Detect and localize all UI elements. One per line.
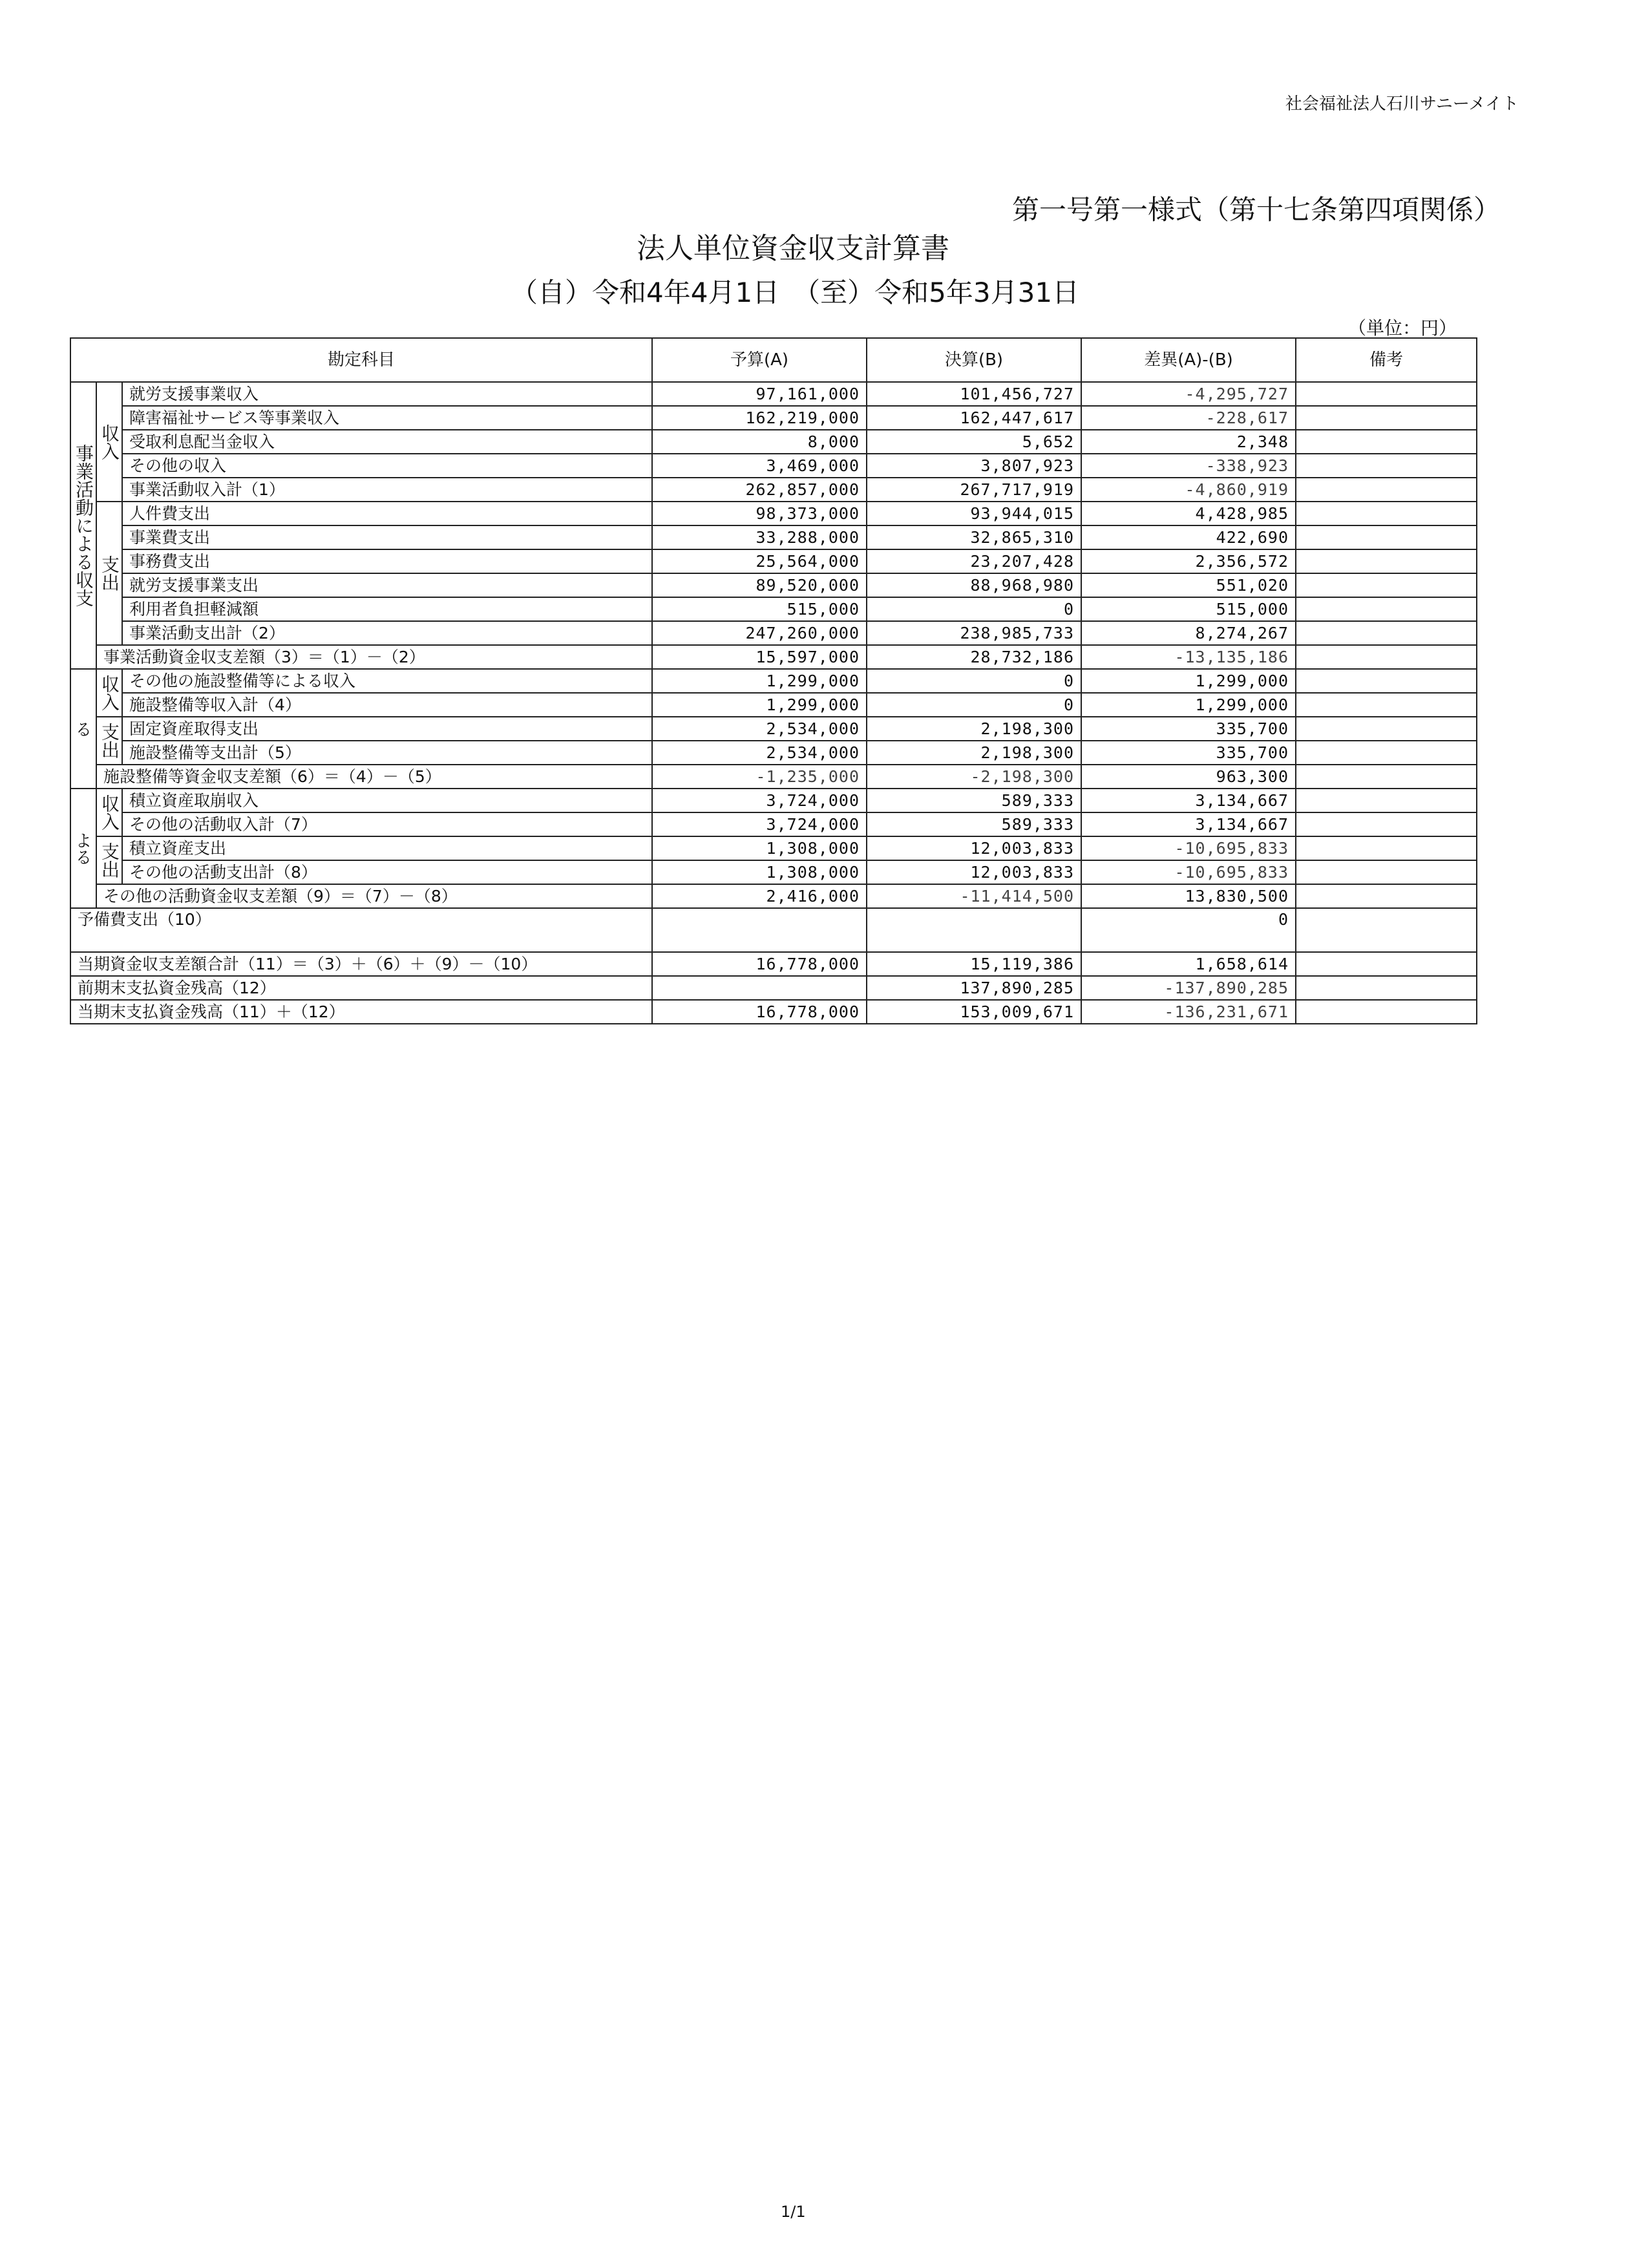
row-note xyxy=(1296,406,1477,430)
subgroup-expense-label xyxy=(96,717,122,765)
row-diff: 1,658,614 xyxy=(1081,952,1296,976)
row-actual: 23,207,428 xyxy=(867,549,1081,573)
table-row xyxy=(70,645,1477,669)
row-actual: 153,009,671 xyxy=(867,1000,1081,1024)
table-row xyxy=(70,1000,1477,1024)
row-note xyxy=(1296,693,1477,717)
row-label: 予備費支出（10） xyxy=(70,908,652,952)
table-row xyxy=(70,597,1477,621)
row-budget: 1,308,000 xyxy=(652,860,867,884)
row-actual: 0 xyxy=(867,597,1081,621)
subgroup-income-text: 収入 xyxy=(99,675,120,711)
row-actual: 589,333 xyxy=(867,812,1081,836)
table-row xyxy=(70,669,1477,693)
row-actual: -11,414,500 xyxy=(867,884,1081,908)
table-row xyxy=(70,976,1477,1000)
row-label: 就労支援事業支出 xyxy=(122,573,652,597)
row-budget: 33,288,000 xyxy=(652,525,867,549)
group-other-label xyxy=(70,789,96,908)
document-title: 法人単位資金収支計算書 xyxy=(637,232,949,265)
row-label: その他の活動収入計（7） xyxy=(122,812,652,836)
currency-unit: （単位：円） xyxy=(1347,317,1457,339)
row-note xyxy=(1296,789,1477,812)
table-row xyxy=(70,789,1477,812)
row-label: 前期末支払資金残高（12） xyxy=(70,976,652,1000)
row-actual: 12,003,833 xyxy=(867,836,1081,860)
row-note xyxy=(1296,454,1477,478)
row-label: その他の活動支出計（8） xyxy=(122,860,652,884)
row-budget: 25,564,000 xyxy=(652,549,867,573)
row-diff: 4,428,985 xyxy=(1081,502,1296,525)
row-budget: 16,778,000 xyxy=(652,952,867,976)
table-row xyxy=(70,502,1477,525)
table-row xyxy=(70,741,1477,765)
table-row xyxy=(70,382,1477,406)
row-diff: 3,134,667 xyxy=(1081,812,1296,836)
row-label: 事業費支出 xyxy=(122,525,652,549)
subgroup-income-label xyxy=(96,382,122,502)
row-label: 当期末支払資金残高（11）＋（12） xyxy=(70,1000,652,1024)
row-diff: 963,300 xyxy=(1081,765,1296,789)
header-budget: 予算(A) xyxy=(652,338,867,382)
row-budget: 3,724,000 xyxy=(652,812,867,836)
group-facility-text: る xyxy=(72,720,92,737)
row-budget xyxy=(652,908,867,952)
header-item: 勘定科目 xyxy=(70,338,652,382)
row-actual: 137,890,285 xyxy=(867,976,1081,1000)
subgroup-income-label xyxy=(96,669,122,717)
organization-name: 社会福祉法人石川サニーメイト xyxy=(1285,94,1519,114)
row-actual: 12,003,833 xyxy=(867,860,1081,884)
row-budget: 1,299,000 xyxy=(652,669,867,693)
row-budget: 2,534,000 xyxy=(652,717,867,741)
table-row xyxy=(70,908,1477,952)
row-diff: 335,700 xyxy=(1081,741,1296,765)
row-label: その他の施設整備等による収入 xyxy=(122,669,652,693)
subgroup-income-label xyxy=(96,789,122,836)
subgroup-income-text: 収入 xyxy=(99,423,120,460)
row-actual: 32,865,310 xyxy=(867,525,1081,549)
row-actual xyxy=(867,908,1081,952)
row-note xyxy=(1296,717,1477,741)
header-diff: 差異(A)-(B) xyxy=(1081,338,1296,382)
row-note xyxy=(1296,860,1477,884)
row-label: 施設整備等資金収支差額（6）＝（4）－（5） xyxy=(96,765,652,789)
row-diff: 8,274,267 xyxy=(1081,621,1296,645)
table-row xyxy=(70,406,1477,430)
row-actual: 238,985,733 xyxy=(867,621,1081,645)
row-note xyxy=(1296,382,1477,406)
row-note xyxy=(1296,976,1477,1000)
form-number: 第一号第一様式（第十七条第四項関係） xyxy=(1011,194,1501,226)
row-actual: 0 xyxy=(867,693,1081,717)
row-diff: -137,890,285 xyxy=(1081,976,1296,1000)
row-diff: -13,135,186 xyxy=(1081,645,1296,669)
row-budget: 162,219,000 xyxy=(652,406,867,430)
row-budget: -1,235,000 xyxy=(652,765,867,789)
row-label: その他の収入 xyxy=(122,454,652,478)
table-row xyxy=(70,430,1477,454)
table-row xyxy=(70,573,1477,597)
subgroup-income-text: 収入 xyxy=(99,794,120,831)
fiscal-period: （自）令和4年4月1日 （至）令和5年3月31日 xyxy=(511,277,1080,308)
row-actual: 5,652 xyxy=(867,430,1081,454)
subgroup-expense-text: 支出 xyxy=(99,842,120,878)
row-label: 利用者負担軽減額 xyxy=(122,597,652,621)
row-note xyxy=(1296,1000,1477,1024)
row-label: 就労支援事業収入 xyxy=(122,382,652,406)
row-label: 事務費支出 xyxy=(122,549,652,573)
row-label: 当期資金収支差額合計（11）＝（3）＋（6）＋（9）－（10） xyxy=(70,952,652,976)
row-note xyxy=(1296,884,1477,908)
row-actual: 589,333 xyxy=(867,789,1081,812)
row-diff: -4,860,919 xyxy=(1081,478,1296,502)
row-note xyxy=(1296,669,1477,693)
group-facility-label xyxy=(70,669,96,789)
row-note xyxy=(1296,645,1477,669)
row-budget: 98,373,000 xyxy=(652,502,867,525)
row-actual: 162,447,617 xyxy=(867,406,1081,430)
header-actual: 決算(B) xyxy=(867,338,1081,382)
table-row xyxy=(70,952,1477,976)
row-budget: 3,724,000 xyxy=(652,789,867,812)
row-note xyxy=(1296,573,1477,597)
row-diff: 551,020 xyxy=(1081,573,1296,597)
group-operating-text: 事業活動による収支 xyxy=(73,444,94,607)
row-actual: 2,198,300 xyxy=(867,717,1081,741)
row-actual: 101,456,727 xyxy=(867,382,1081,406)
row-budget: 247,260,000 xyxy=(652,621,867,645)
page-number: 1/1 xyxy=(781,2203,806,2221)
row-diff: 422,690 xyxy=(1081,525,1296,549)
row-diff: 2,348 xyxy=(1081,430,1296,454)
row-budget: 1,299,000 xyxy=(652,693,867,717)
group-other-text: よる xyxy=(72,831,92,865)
row-label: 積立資産取崩収入 xyxy=(122,789,652,812)
row-budget: 262,857,000 xyxy=(652,478,867,502)
row-budget: 89,520,000 xyxy=(652,573,867,597)
row-label: 事業活動支出計（2） xyxy=(122,621,652,645)
row-actual: 267,717,919 xyxy=(867,478,1081,502)
row-budget: 2,416,000 xyxy=(652,884,867,908)
row-diff: 1,299,000 xyxy=(1081,693,1296,717)
subgroup-expense-label xyxy=(96,836,122,884)
row-note xyxy=(1296,836,1477,860)
row-note xyxy=(1296,765,1477,789)
row-label: 受取利息配当金収入 xyxy=(122,430,652,454)
row-actual: -2,198,300 xyxy=(867,765,1081,789)
group-operating-label xyxy=(70,382,96,669)
row-actual: 15,119,386 xyxy=(867,952,1081,976)
table-row xyxy=(70,765,1477,789)
row-label: 施設整備等収入計（4） xyxy=(122,693,652,717)
row-diff: 2,356,572 xyxy=(1081,549,1296,573)
row-label: 事業活動収入計（1） xyxy=(122,478,652,502)
table-row xyxy=(70,884,1477,908)
row-actual: 0 xyxy=(867,669,1081,693)
row-note xyxy=(1296,908,1477,952)
row-label: その他の活動資金収支差額（9）＝（7）－（8） xyxy=(96,884,652,908)
row-budget: 8,000 xyxy=(652,430,867,454)
row-budget: 2,534,000 xyxy=(652,741,867,765)
table-row xyxy=(70,525,1477,549)
row-note xyxy=(1296,621,1477,645)
row-diff: 1,299,000 xyxy=(1081,669,1296,693)
row-label: 事業活動資金収支差額（3）＝（1）－（2） xyxy=(96,645,652,669)
row-actual: 2,198,300 xyxy=(867,741,1081,765)
table-row xyxy=(70,860,1477,884)
row-actual: 93,944,015 xyxy=(867,502,1081,525)
row-diff: -10,695,833 xyxy=(1081,860,1296,884)
row-note xyxy=(1296,952,1477,976)
table-row xyxy=(70,454,1477,478)
table-row xyxy=(70,836,1477,860)
row-budget: 15,597,000 xyxy=(652,645,867,669)
row-note xyxy=(1296,430,1477,454)
table-row xyxy=(70,549,1477,573)
row-note xyxy=(1296,502,1477,525)
row-budget: 16,778,000 xyxy=(652,1000,867,1024)
row-note xyxy=(1296,741,1477,765)
table-row xyxy=(70,621,1477,645)
row-diff: 0 xyxy=(1081,908,1296,952)
row-label: 障害福祉サービス等事業収入 xyxy=(122,406,652,430)
table-row xyxy=(70,812,1477,836)
row-diff: 13,830,500 xyxy=(1081,884,1296,908)
row-budget xyxy=(652,976,867,1000)
row-label: 固定資産取得支出 xyxy=(122,717,652,741)
row-label: 施設整備等支出計（5） xyxy=(122,741,652,765)
row-diff: -338,923 xyxy=(1081,454,1296,478)
row-actual: 3,807,923 xyxy=(867,454,1081,478)
header-note: 備考 xyxy=(1296,338,1477,382)
row-diff: -228,617 xyxy=(1081,406,1296,430)
row-diff: 335,700 xyxy=(1081,717,1296,741)
row-diff: 3,134,667 xyxy=(1081,789,1296,812)
table-row xyxy=(70,478,1477,502)
row-diff: -4,295,727 xyxy=(1081,382,1296,406)
row-budget: 3,469,000 xyxy=(652,454,867,478)
row-note xyxy=(1296,597,1477,621)
row-budget: 97,161,000 xyxy=(652,382,867,406)
row-note xyxy=(1296,525,1477,549)
table-header-row xyxy=(70,338,1477,382)
row-label: 積立資産支出 xyxy=(122,836,652,860)
cash-flow-statement-table xyxy=(70,337,1477,1024)
row-note xyxy=(1296,478,1477,502)
row-diff: -136,231,671 xyxy=(1081,1000,1296,1024)
subgroup-expense-label xyxy=(96,502,122,645)
row-diff: -10,695,833 xyxy=(1081,836,1296,860)
row-budget: 515,000 xyxy=(652,597,867,621)
row-actual: 28,732,186 xyxy=(867,645,1081,669)
table-row xyxy=(70,717,1477,741)
row-note xyxy=(1296,812,1477,836)
table-row xyxy=(70,693,1477,717)
subgroup-expense-text: 支出 xyxy=(99,723,120,759)
row-budget: 1,308,000 xyxy=(652,836,867,860)
row-label: 人件費支出 xyxy=(122,502,652,525)
row-diff: 515,000 xyxy=(1081,597,1296,621)
row-actual: 88,968,980 xyxy=(867,573,1081,597)
row-note xyxy=(1296,549,1477,573)
subgroup-expense-text: 支出 xyxy=(99,555,120,591)
